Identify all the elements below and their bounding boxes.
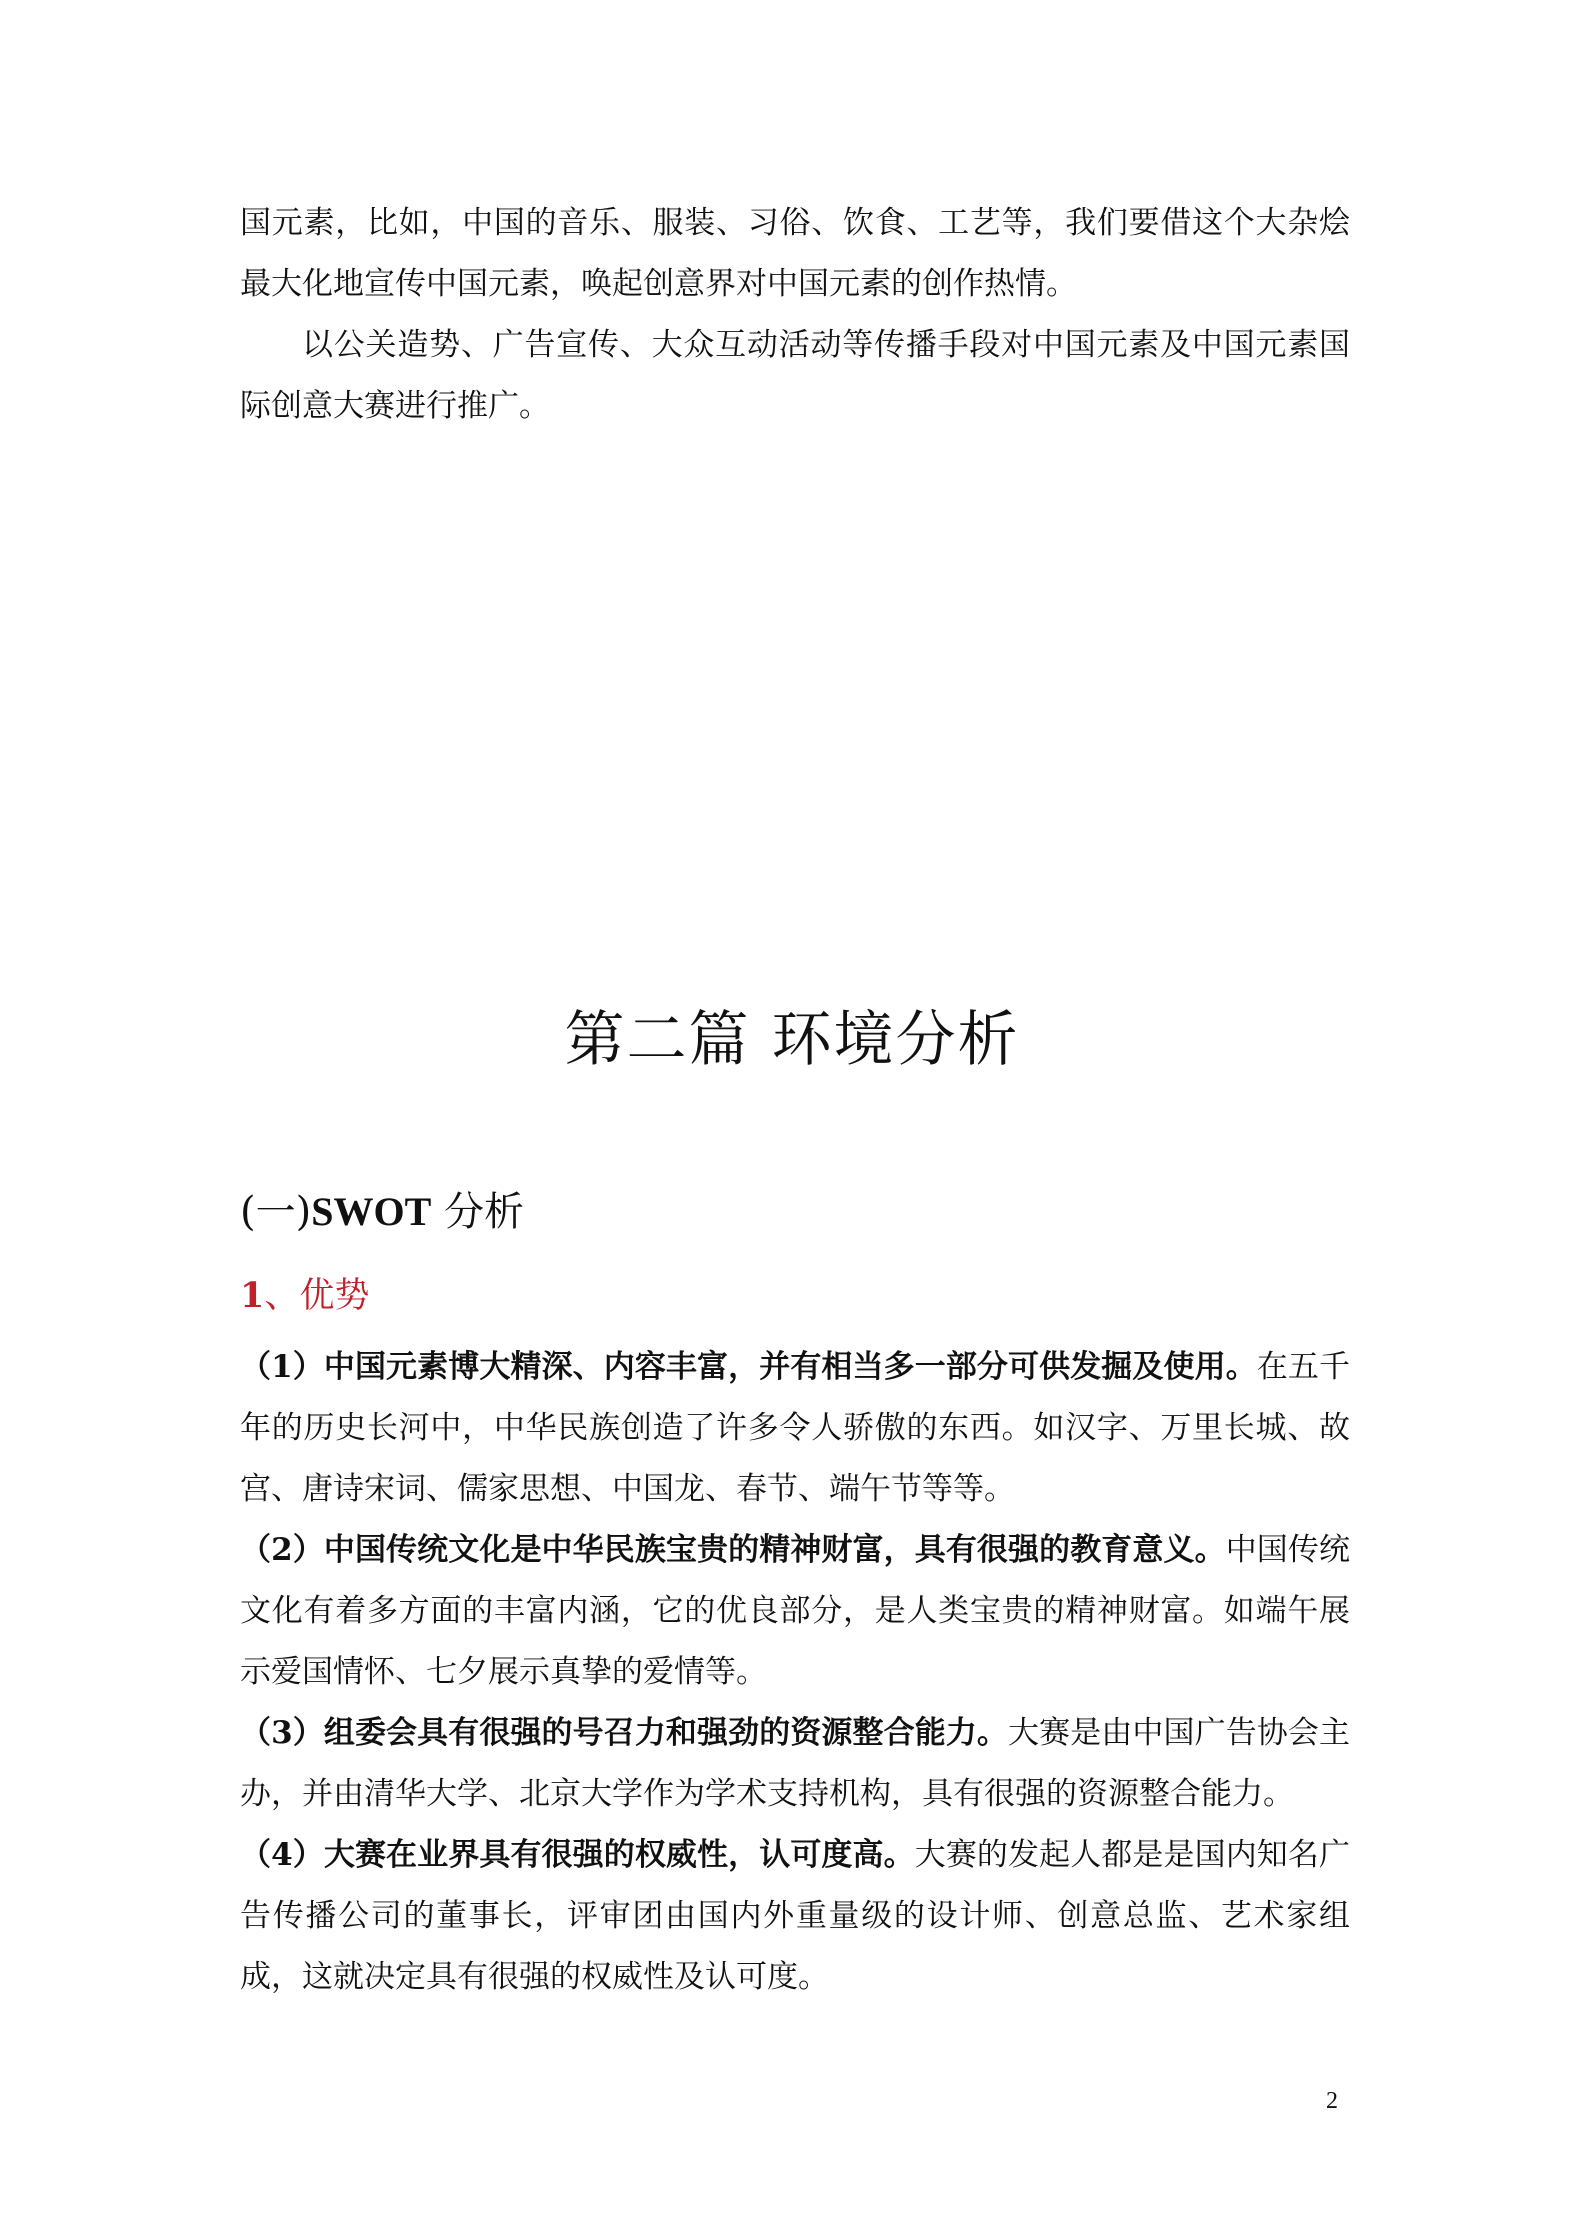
chapter-title: 第二篇 环境分析: [564, 1005, 1020, 1075]
section-heading-prefix: (一): [240, 1189, 312, 1235]
subsection-heading: [240, 1268, 369, 1324]
section-heading-latin: SWOT: [311, 1189, 432, 1234]
list-item: [240, 1825, 1350, 2008]
subsection-number: 1: [240, 1275, 265, 1316]
list-item-text: 在五千年的历史长河中，中华民族创造了许多令人骄傲的东西。如汉字、万里长城、故宫、唐诗宋词、儒家思想、中国龙、春节、端午节等等。: [240, 1349, 1350, 1507]
list-item-text: 大赛的发起人都是是国内知名广告传播公司的董事长，评审团由国内外重量级的设计师、创意总监、艺术家组成，这就决定具有很强的权威性及认可度。: [240, 1837, 1350, 1995]
list-item-lead: （4）大赛在业界具有很强的权威性，认可度高。: [240, 1837, 915, 1873]
list-item-lead: （1）中国元素博大精深、内容丰富，并有相当多一部分可供发掘及使用。: [240, 1349, 1257, 1385]
page-number: 2: [1326, 2088, 1338, 2114]
intro-text-block: [240, 193, 1350, 437]
strengths-list: [240, 1337, 1350, 2008]
list-item-text: 中国传统文化有着多方面的丰富内涵，它的优良部分，是人类宝贵的精神财富。如端午展示爱国情怀、七夕展示真挚的爱情等。: [240, 1532, 1350, 1690]
paragraph-promotion: 以公关造势、广告宣传、大众互动活动等传播手段对中国元素及中国元素国际创意大赛进行推广。: [240, 327, 1350, 424]
list-item-text: 大赛是由中国广告协会主办，并由清华大学、北京大学作为学术支持机构，具有很强的资源整合能力。: [240, 1715, 1350, 1812]
list-item-lead: （2）中国传统文化是中华民族宝贵的精神财富，具有很强的教育意义。: [240, 1532, 1226, 1568]
section-heading-suffix: 分析: [431, 1189, 524, 1235]
list-item: [240, 1520, 1350, 1703]
section-heading: [240, 1182, 524, 1242]
list-item-lead: （3）组委会具有很强的号召力和强劲的资源整合能力。: [240, 1715, 1009, 1751]
subsection-label: 、优势: [264, 1276, 370, 1316]
paragraph-continuation: 国元素，比如，中国的音乐、服装、习俗、饮食、工艺等，我们要借这个大杂烩最大化地宣传中国元素，唤起创意界对中国元素的创作热情。: [240, 205, 1350, 302]
list-item: [240, 1337, 1350, 1520]
list-item: [240, 1703, 1350, 1825]
